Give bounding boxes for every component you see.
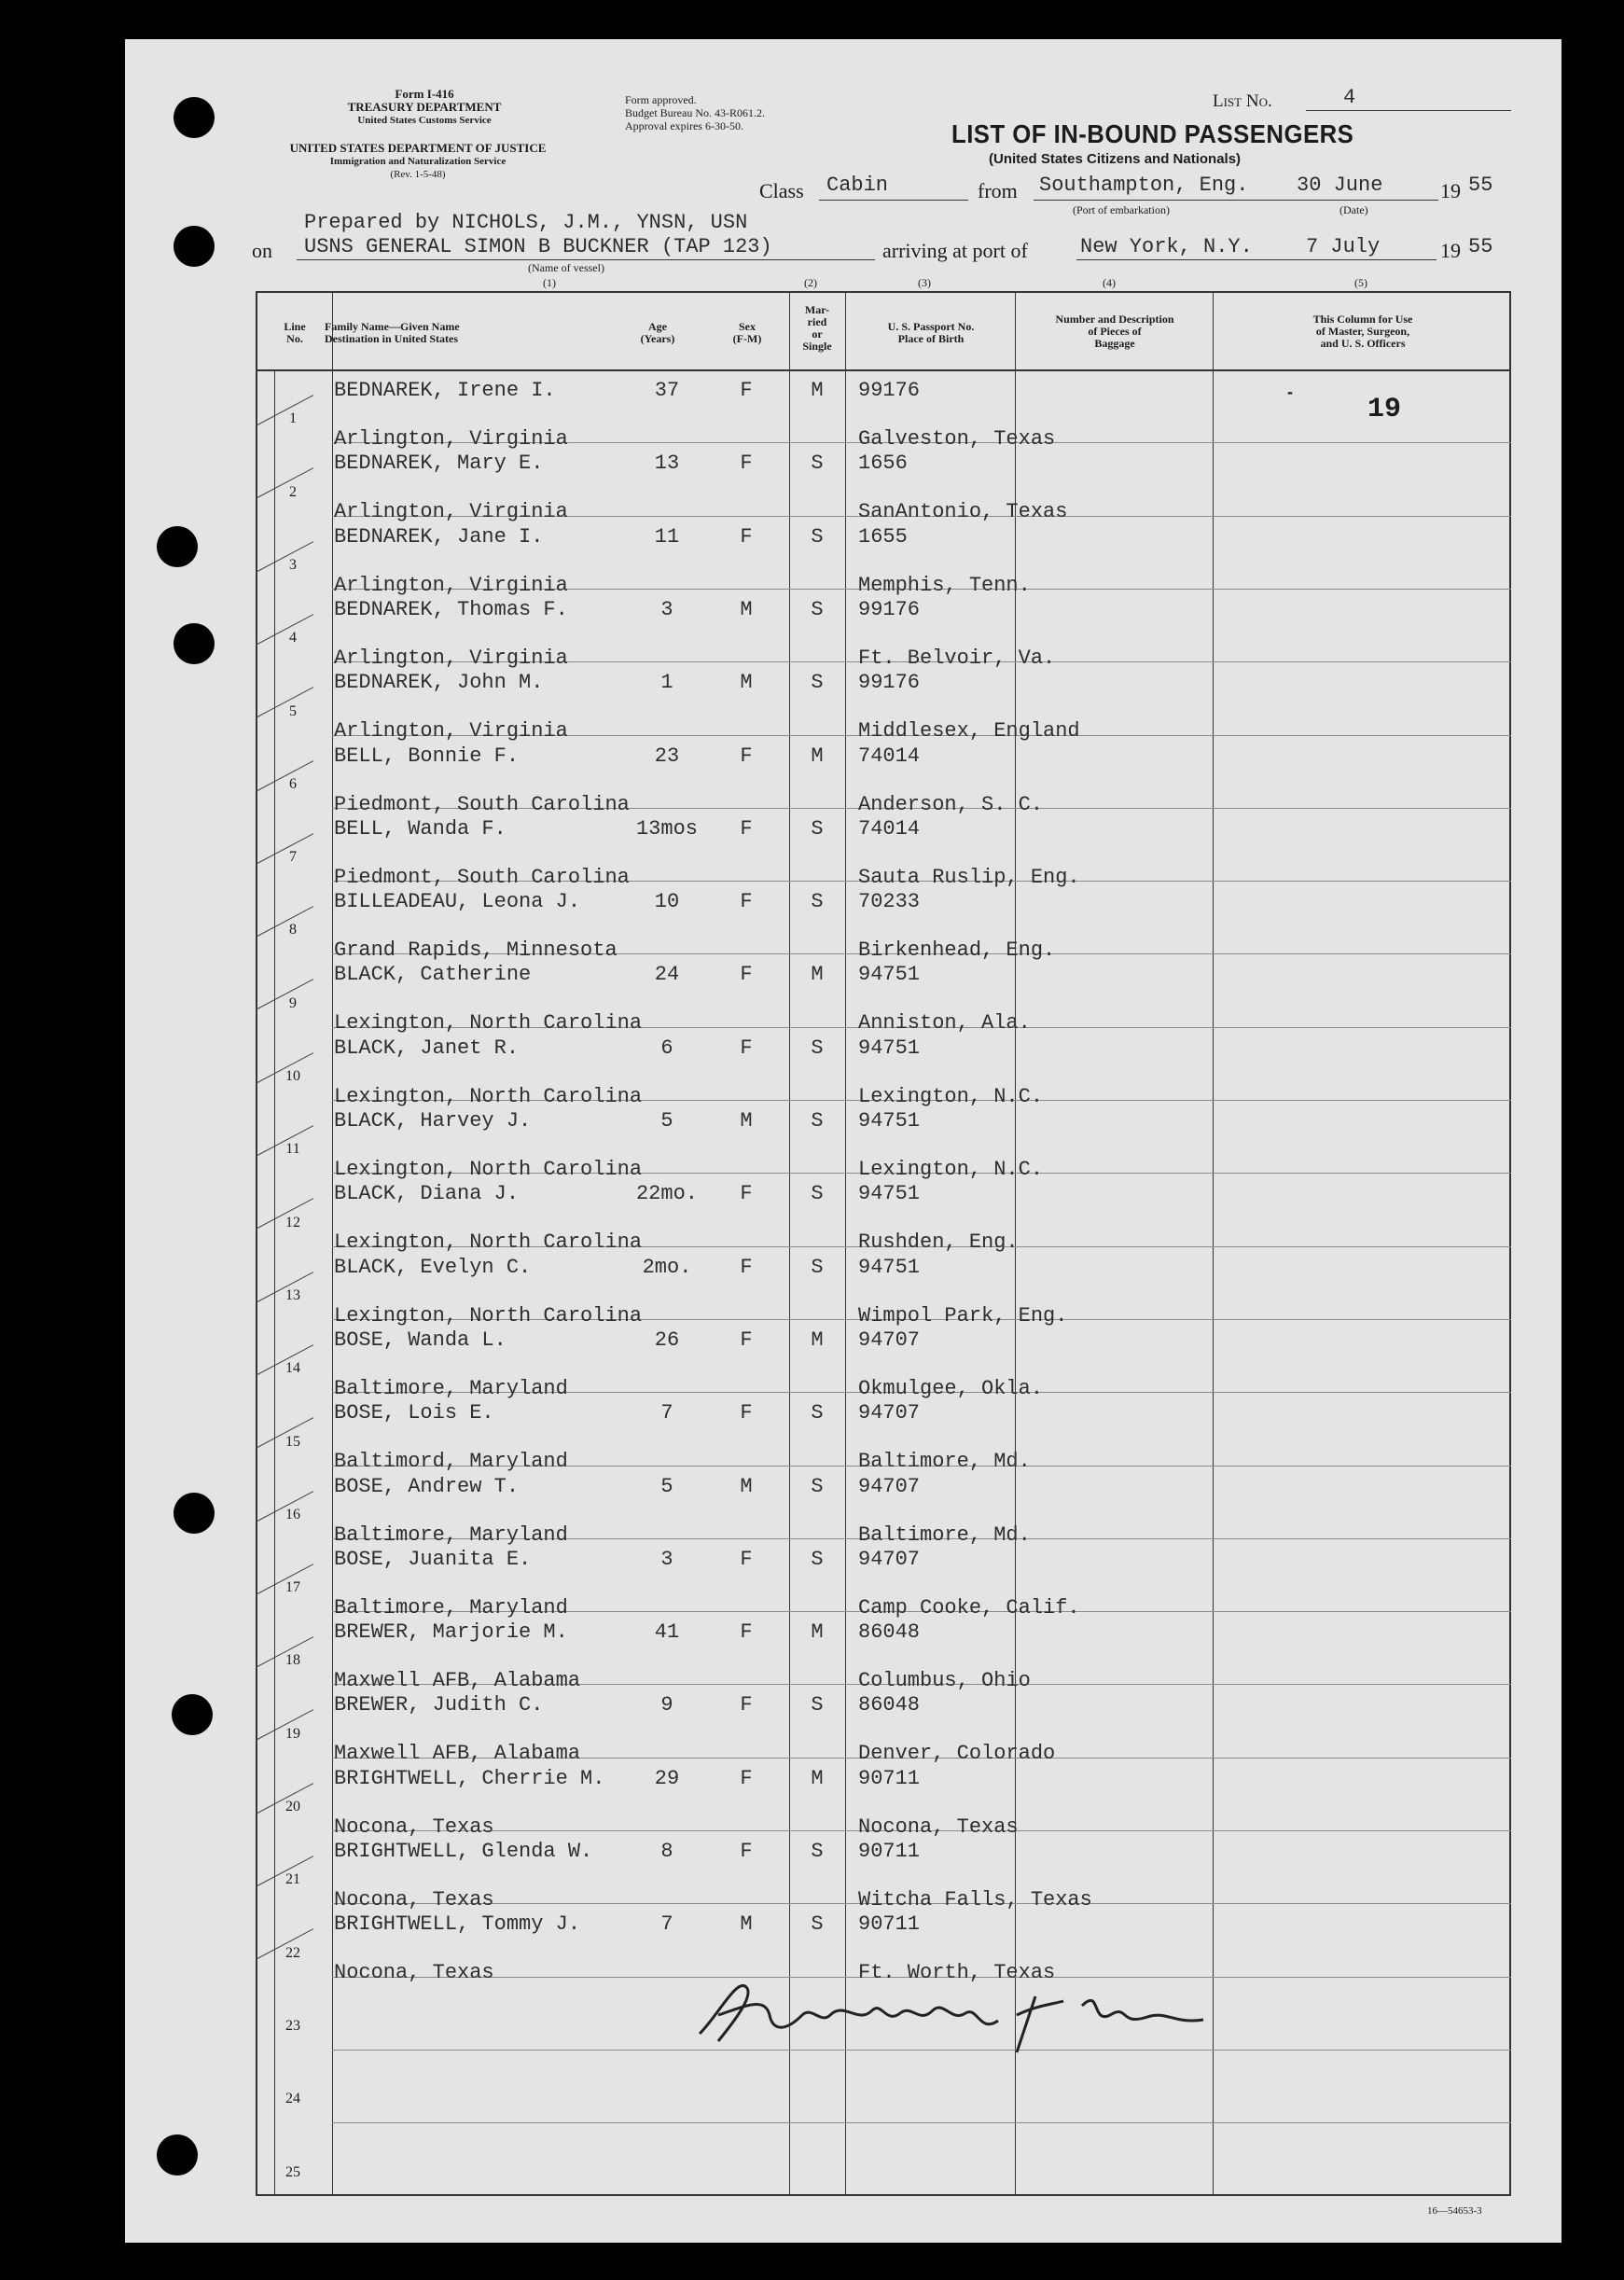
punch-hole [174,97,215,138]
line-number: 23 [285,2018,300,2034]
col-num: (1) [543,276,556,289]
col-header-text: ried [807,315,827,328]
passport-number: 86048 [858,1620,921,1644]
line-number: 4 [289,630,297,646]
line-number: 11 [285,1141,300,1157]
passport-number: 99176 [858,598,921,621]
col-header-text: Age [648,320,667,333]
passenger-age: 6 [660,1036,673,1060]
passport-number: 90711 [858,1840,921,1863]
line-number: 19 [285,1726,300,1742]
passenger-name: BOSE, Andrew T. [334,1475,520,1498]
line-number: 13 [285,1287,300,1303]
punch-hole [174,1493,215,1534]
passenger-marital: S [811,1693,824,1717]
passenger-sex: M [740,1912,753,1936]
passenger-marital: S [811,452,824,475]
place-of-birth: Rushden, Eng. [858,1230,1019,1254]
line-number: 3 [289,557,297,573]
col-header-text: of Pieces of [1088,325,1142,338]
col-header-text: Mar- [804,303,830,316]
prepared-by: Prepared by NICHOLS, J.M., YNSN, USN [304,211,748,234]
passenger-sex: F [740,1256,753,1279]
passenger-age: 5 [660,1109,673,1133]
embarkation-year: 55 [1468,174,1493,197]
col-header-passport [847,321,1015,345]
passport-number: 70233 [858,890,921,913]
place-of-birth: Sauta Ruslip, Eng. [858,866,1080,889]
passenger-age: 2mo. [642,1256,692,1279]
col-header-text: Single [802,340,832,353]
passenger-marital: S [811,817,824,841]
passport-number: 94707 [858,1475,921,1498]
line-number: 24 [285,2091,300,2106]
passport-number: 94751 [858,1109,921,1133]
line-number: 9 [289,995,297,1011]
col-divider [789,291,790,2196]
passenger-sex: F [740,1767,753,1790]
place-of-birth: Birkenhead, Eng. [858,938,1056,962]
approval-line: Approval expires 6-30-50. [625,119,743,132]
place-of-birth: Ft. Worth, Texas [858,1961,1056,1984]
col-num: (2) [804,276,817,289]
passenger-marital: M [811,744,824,768]
treasury-dept: TREASURY DEPARTMENT [347,100,502,114]
arriving-label: arriving at port of [882,239,1028,262]
col-num: (5) [1354,276,1367,289]
place-of-birth: Baltimore, Md. [858,1450,1031,1473]
passenger-sex: F [740,379,753,402]
line-number: 14 [285,1360,300,1376]
passenger-name: BEDNAREK, Thomas F. [334,598,568,621]
passenger-sex: F [740,1401,753,1425]
col-num: (4) [1103,276,1116,289]
col-header-text: of Master, Surgeon, [1315,325,1410,338]
place-of-birth: Wimpol Park, Eng. [858,1304,1068,1328]
col-header-line [257,321,332,345]
passenger-marital: M [811,1328,824,1352]
passenger-name: BRIGHTWELL, Cherrie M. [334,1767,605,1790]
col-header-name [325,321,460,345]
col-header-text: Number and Description [1055,313,1174,326]
passenger-name: BREWER, Marjorie M. [334,1620,568,1644]
footer-code: 16—54653-3 [1427,2205,1482,2217]
passenger-name: BRIGHTWELL, Glenda W. [334,1840,593,1863]
passport-number: 94751 [858,1036,921,1060]
passenger-sex: M [740,1475,753,1498]
header-rule [256,369,1511,371]
passenger-sex: M [740,598,753,621]
passenger-age: 9 [660,1693,673,1717]
destination: Baltimore, Maryland [334,1523,568,1547]
passenger-age: 11 [654,525,680,549]
destination: Lexington, North Carolina [334,1230,643,1254]
arrival-year: 55 [1468,235,1493,258]
passenger-age: 26 [654,1328,680,1352]
revision: (Rev. 1-5-48) [390,169,446,180]
class-label: Class [759,179,804,202]
punch-hole [172,1694,213,1735]
embarkation-date: 30 June [1297,174,1383,197]
col-header-text: Destination in United States [325,332,459,345]
destination: Maxwell AFB, Alabama [334,1669,581,1692]
page-title: LIST OF IN-BOUND PASSENGERS [951,119,1354,148]
passenger-sex: F [740,890,753,913]
place-of-birth: Memphis, Tenn. [858,574,1031,597]
page-subtitle: (United States Citizens and Nationals) [989,151,1242,167]
passenger-marital: M [811,963,824,986]
justice-dept: UNITED STATES DEPARTMENT OF JUSTICE [289,141,547,155]
destination: Lexington, North Carolina [334,1158,643,1181]
passport-number: 94751 [858,1256,921,1279]
passenger-name: BOSE, Wanda L. [334,1328,507,1352]
line-number: 2 [289,484,297,500]
line-number: 6 [289,776,297,792]
destination: Lexington, North Carolina [334,1011,643,1035]
date-caption: (Date) [1339,203,1368,216]
punch-hole [174,623,215,664]
passenger-age: 37 [654,379,680,402]
destination: Baltimore, Maryland [334,1377,568,1400]
place-of-birth: Lexington, N.C. [858,1158,1044,1181]
passport-number: 99176 [858,671,921,694]
on-label: on [252,239,272,262]
col-divider [845,291,846,2196]
passport-number: 1656 [858,452,908,475]
place-of-birth: Lexington, N.C. [858,1085,1044,1108]
passenger-marital: S [811,1109,824,1133]
place-of-birth: Camp Cooke, Calif. [858,1596,1080,1620]
line-number: 22 [285,1945,300,1961]
approval-line: Budget Bureau No. 43-R061.2. [625,106,765,119]
customs-service: United States Customs Service [357,115,492,126]
passenger-age: 3 [660,598,673,621]
passenger-name: BEDNAREK, Jane I. [334,525,544,549]
col-header-text: or [812,327,823,341]
line-number: 17 [285,1579,300,1595]
passenger-name: BREWER, Judith C. [334,1693,544,1717]
passport-number: 86048 [858,1693,921,1717]
col-header-baggage [1017,313,1213,350]
form-header-justice [250,142,586,181]
passport-number: 74014 [858,817,921,841]
list-no-value: 4 [1343,86,1356,109]
destination: Arlington, Virginia [334,574,568,597]
passenger-marital: M [811,1767,824,1790]
col-header-text: U. S. Passport No. [887,320,975,333]
passport-number: 1655 [858,525,908,549]
punch-hole [157,2134,198,2176]
col-header-text: No. [286,332,303,345]
signature-image [681,1959,1334,2062]
passenger-marital: S [811,598,824,621]
destination: Arlington, Virginia [334,719,568,743]
year-prefix: 19 [1440,239,1461,262]
passenger-name: BEDNAREK, Irene I. [334,379,556,402]
passenger-age: 29 [654,1767,680,1790]
form-header-treasury [317,88,532,127]
passport-number: 90711 [858,1912,921,1936]
passenger-name: BLACK, Janet R. [334,1036,520,1060]
place-of-birth: Baltimore, Md. [858,1523,1031,1547]
line-number: 25 [285,2164,300,2180]
destination: Baltimord, Maryland [334,1450,568,1473]
place-of-birth: Galveston, Texas [858,427,1056,451]
passenger-marital: S [811,671,824,694]
line-number: 7 [289,849,297,865]
arrival-port: New York, N.Y. [1080,235,1253,258]
passport-number: 99176 [858,379,921,402]
passenger-sex: F [740,452,753,475]
passenger-sex: F [740,525,753,549]
passenger-name: BELL, Wanda F. [334,817,507,841]
col-header-text: Family Name—Given Name [325,320,460,333]
passenger-sex: F [740,1693,753,1717]
passenger-sex: F [740,817,753,841]
class-value: Cabin [826,174,889,197]
passenger-age: 5 [660,1475,673,1498]
passenger-sex: F [740,1548,753,1571]
col-header-officers [1215,313,1511,350]
passenger-marital: S [811,1912,824,1936]
arrival-date: 7 July [1306,235,1381,258]
passenger-name: BILLEADEAU, Leona J. [334,890,581,913]
place-of-birth: Witcha Falls, Texas [858,1888,1092,1912]
year-prefix: 19 [1440,179,1461,202]
line-number: 12 [285,1215,300,1230]
destination: Piedmont, South Carolina [334,866,630,889]
passenger-age: 7 [660,1912,673,1936]
place-of-birth: Okmulgee, Okla. [858,1377,1044,1400]
passenger-sex: F [740,1182,753,1205]
line-number: 5 [289,703,297,719]
passport-number: 94707 [858,1401,921,1425]
passenger-marital: S [811,1182,824,1205]
form-approval [625,93,765,132]
punch-hole [174,226,215,267]
passenger-name: BOSE, Juanita E. [334,1548,532,1571]
destination: Nocona, Texas [334,1815,494,1839]
passenger-sex: F [740,1328,753,1352]
destination: Piedmont, South Carolina [334,793,630,816]
passenger-name: BLACK, Catherine [334,963,532,986]
from-label: from [978,179,1018,202]
passport-number: 74014 [858,744,921,768]
place-of-birth: Nocona, Texas [858,1815,1019,1839]
line-number: 18 [285,1652,300,1668]
passenger-marital: S [811,1036,824,1060]
destination: Baltimore, Maryland [334,1596,568,1620]
passenger-marital: M [811,1620,824,1644]
destination: Nocona, Texas [334,1888,494,1912]
passport-number: 94707 [858,1328,921,1352]
col-num: (3) [918,276,931,289]
place-of-birth: Anderson, S. C. [858,793,1044,816]
row-rule [332,2122,1511,2123]
line-number: 10 [285,1068,300,1084]
col-header-text: Sex [739,320,756,333]
passenger-name: BLACK, Evelyn C. [334,1256,532,1279]
passenger-name: BELL, Bonnie F. [334,744,520,768]
place-of-birth: Columbus, Ohio [858,1669,1031,1692]
passenger-age: 10 [654,890,680,913]
line-number: 16 [285,1507,300,1522]
col-header-text: (F-M) [732,332,762,345]
col-header-text: This Column for Use [1312,313,1413,326]
col-header-text: Place of Birth [897,332,965,345]
col-header-text: Baggage [1094,337,1135,350]
col-header-text: (Years) [640,332,675,345]
line-number: 21 [285,1871,300,1887]
passenger-age: 1 [660,671,673,694]
passenger-sex: F [740,1840,753,1863]
passenger-marital: S [811,1840,824,1863]
col-divider [332,291,333,2196]
approval-line: Form approved. [625,93,697,106]
passenger-name: BLACK, Harvey J. [334,1109,532,1133]
place-of-birth: Middlesex, England [858,719,1080,743]
passenger-sex: F [740,1036,753,1060]
passenger-marital: S [811,1256,824,1279]
form-number: Form I-416 [395,87,454,101]
passenger-age: 8 [660,1840,673,1863]
passenger-marital: S [811,525,824,549]
destination: Grand Rapids, Minnesota [334,938,618,962]
place-of-birth: Anniston, Ala. [858,1011,1031,1035]
passenger-sex: F [740,1620,753,1644]
col-header-text: Line [284,320,306,333]
col-header-text: and U. S. Officers [1320,337,1406,350]
col-header-married [789,304,845,353]
passport-number: 94707 [858,1548,921,1571]
list-no-label: List No. [1213,91,1272,111]
passenger-age: 22mo. [635,1182,698,1205]
embarkation-port: Southampton, Eng. [1039,174,1249,197]
passenger-age: 41 [654,1620,680,1644]
passport-number: 90711 [858,1767,921,1790]
list-no-underline [1306,90,1511,111]
ins-service: Immigration and Naturalization Service [329,156,507,167]
destination: Lexington, North Carolina [334,1085,643,1108]
passenger-name: BEDNAREK, John M. [334,671,544,694]
destination: Nocona, Texas [334,1961,494,1984]
passenger-sex: M [740,1109,753,1133]
punch-hole [157,526,198,567]
passenger-marital: S [811,1401,824,1425]
passenger-age: 13mos [635,817,698,841]
passenger-marital: S [811,1548,824,1571]
place-of-birth: SanAntonio, Texas [858,500,1068,523]
passport-number: 94751 [858,963,921,986]
destination: Arlington, Virginia [334,646,568,670]
line-number: 8 [289,922,297,938]
passenger-marital: S [811,1475,824,1498]
place-of-birth: Ft. Belvoir, Va. [858,646,1056,670]
passenger-age: 13 [654,452,680,475]
destination: Maxwell AFB, Alabama [334,1742,581,1765]
vessel-name: USNS GENERAL SIMON B BUCKNER (TAP 123) [304,235,772,258]
passenger-name: BOSE, Lois E. [334,1401,494,1425]
port-caption: (Port of embarkation) [1073,203,1170,216]
passenger-sex: F [740,744,753,768]
passenger-name: BEDNAREK, Mary E. [334,452,544,475]
place-of-birth: Denver, Colorado [858,1742,1056,1765]
passport-number: 94751 [858,1182,921,1205]
passenger-marital: S [811,890,824,913]
passenger-name: BLACK, Diana J. [334,1182,520,1205]
destination: Arlington, Virginia [334,427,568,451]
col-header-age [625,321,690,345]
destination: Arlington, Virginia [334,500,568,523]
passenger-age: 3 [660,1548,673,1571]
officer-mark: 19 [1367,394,1402,425]
passenger-age: 24 [654,963,680,986]
line-number: 15 [285,1434,300,1450]
passenger-age: 23 [654,744,680,768]
destination: Lexington, North Carolina [334,1304,643,1328]
passenger-name: BRIGHTWELL, Tommy J. [334,1912,581,1936]
officer-dash: - [1287,382,1293,401]
line-number: 1 [289,410,297,426]
passenger-age: 7 [660,1401,673,1425]
line-number: 20 [285,1799,300,1814]
col-header-sex [715,321,780,345]
passenger-sex: M [740,671,753,694]
passenger-sex: F [740,963,753,986]
col-divider [1213,291,1214,2196]
vessel-caption: (Name of vessel) [528,261,604,274]
passenger-marital: M [811,379,824,402]
